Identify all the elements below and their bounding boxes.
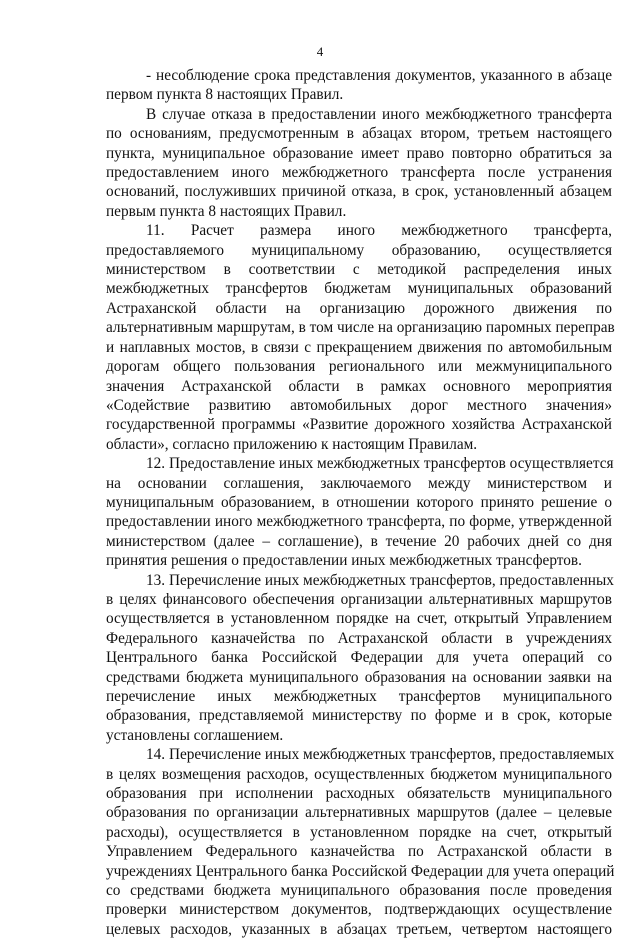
text-line: расходы), осуществляется в установленном порядке на счет, открытый	[106, 823, 612, 841]
text-line: по основаниям, предусмотренным в абзацах втором, третьем настоящего	[106, 125, 612, 143]
text-line: 11. Расчет размера иного межбюджетного трансферта,	[146, 222, 612, 240]
text-line: оснований, послуживших причиной отказа, в срок, установленный абзацем	[106, 183, 612, 201]
text-line: «Содействие развитию автомобильных дорог местного значения»	[106, 396, 612, 414]
text-line: области», согласно приложению к настоящим Правилам.	[106, 435, 478, 453]
text-line: учреждениях Центрального банка Российской Федерации для учета операций	[106, 862, 615, 880]
paragraph	[106, 571, 612, 746]
text-line: средствами бюджета муниципального образования на основании заявки на	[106, 668, 612, 686]
text-line: принятия решения о предоставлении иных межбюджетных трансфертов.	[106, 552, 582, 570]
text-line: предоставляемого муниципальному образованию, осуществляется	[106, 241, 612, 259]
text-line: и наплавных мостов, в связи с прекращением движения по автомобильным	[106, 338, 612, 356]
text-line: пункта, муниципальное образование имеет право повторно обратиться за	[106, 144, 612, 162]
text-line: первом пункта 8 настоящих Правил.	[106, 86, 344, 104]
text-line: целевых расходов, указанных в абзацах третьем, четвертом настоящего	[106, 920, 612, 938]
text-line: 12. Предоставление иных межбюджетных трансфертов осуществляется	[146, 455, 614, 473]
paragraph	[106, 105, 612, 221]
text-line: первым пункта 8 настоящих Правил.	[106, 202, 347, 220]
text-line: министерством (далее – соглашение), в течение 20 рабочих дней со дня	[106, 532, 612, 550]
text-line: осуществляется в установленном порядке на счет, открытый Управлением	[106, 610, 612, 628]
text-line: муниципальным образованием, в отношении которого принято решение о	[106, 493, 612, 511]
text-line: министерством в соответствии с методикой распределения иных	[106, 261, 612, 279]
text-line: установлены соглашением.	[106, 726, 284, 744]
text-line: образования по организации альтернативных маршрутов (далее – целевые	[106, 804, 612, 822]
text-line: Центрального банка Российской Федерации для учета операций со	[106, 649, 612, 667]
text-line: образования, представляемой министерству по форме и в срок, которые	[106, 707, 612, 725]
text-line: предоставлении иного межбюджетного трансферта, по форме, утвержденной	[106, 513, 612, 531]
text-line: 14. Перечисление иных межбюджетных трансфертов, предоставляемых	[146, 746, 615, 764]
paragraph	[106, 454, 612, 570]
text-line: со средствами бюджета муниципального образования после проведения	[106, 882, 612, 900]
text-line: перечисление иных межбюджетных трансфертов муниципального	[106, 688, 612, 705]
paragraph	[106, 66, 612, 105]
text-line: межбюджетных трансфертов бюджетам муниципальных образований	[106, 280, 612, 298]
text-line: государственной программы «Развитие дорожного хозяйства Астраханской	[106, 416, 612, 434]
text-line: В случае отказа в предоставлении иного межбюджетного трансферта	[146, 105, 612, 123]
text-line: Управлением Федерального казначейства по Астраханской области в	[106, 843, 612, 861]
text-line: альтернативным маршрутам, в том числе на организацию паромных переправ	[106, 319, 615, 337]
text-line: Астраханской области на организацию дорожного движения по	[106, 299, 612, 317]
document-body	[106, 66, 615, 939]
text-line: дорогам общего пользования регионального или межмуниципального	[106, 358, 612, 376]
paragraph	[106, 221, 615, 454]
text-line: в целях возмещения расходов, осуществленных бюджетом муниципального	[106, 765, 612, 783]
paragraph	[106, 745, 615, 939]
text-line: в целях финансового обеспечения организации альтернативных маршрутов	[106, 590, 612, 608]
text-line: 13. Перечисление иных межбюджетных трансфертов, предоставленных	[146, 571, 614, 589]
text-line: Федерального казначейства по Астраханской области в учреждениях	[106, 629, 612, 647]
text-line: на основании соглашения, заключаемого между министерством и	[106, 474, 612, 492]
text-line: - несоблюдение срока представления документов, указанного в абзаце	[146, 67, 612, 84]
text-line: предоставлением иного межбюджетного трансферта после устранения	[106, 164, 612, 182]
text-line: проверки министерством документов, подтверждающих осуществление	[106, 901, 612, 919]
page-number: 4	[316, 44, 324, 59]
text-line: значения Астраханской области в рамках основного мероприятия	[106, 377, 612, 395]
text-line: образования при исполнении расходных обязательств муниципального	[106, 785, 612, 803]
